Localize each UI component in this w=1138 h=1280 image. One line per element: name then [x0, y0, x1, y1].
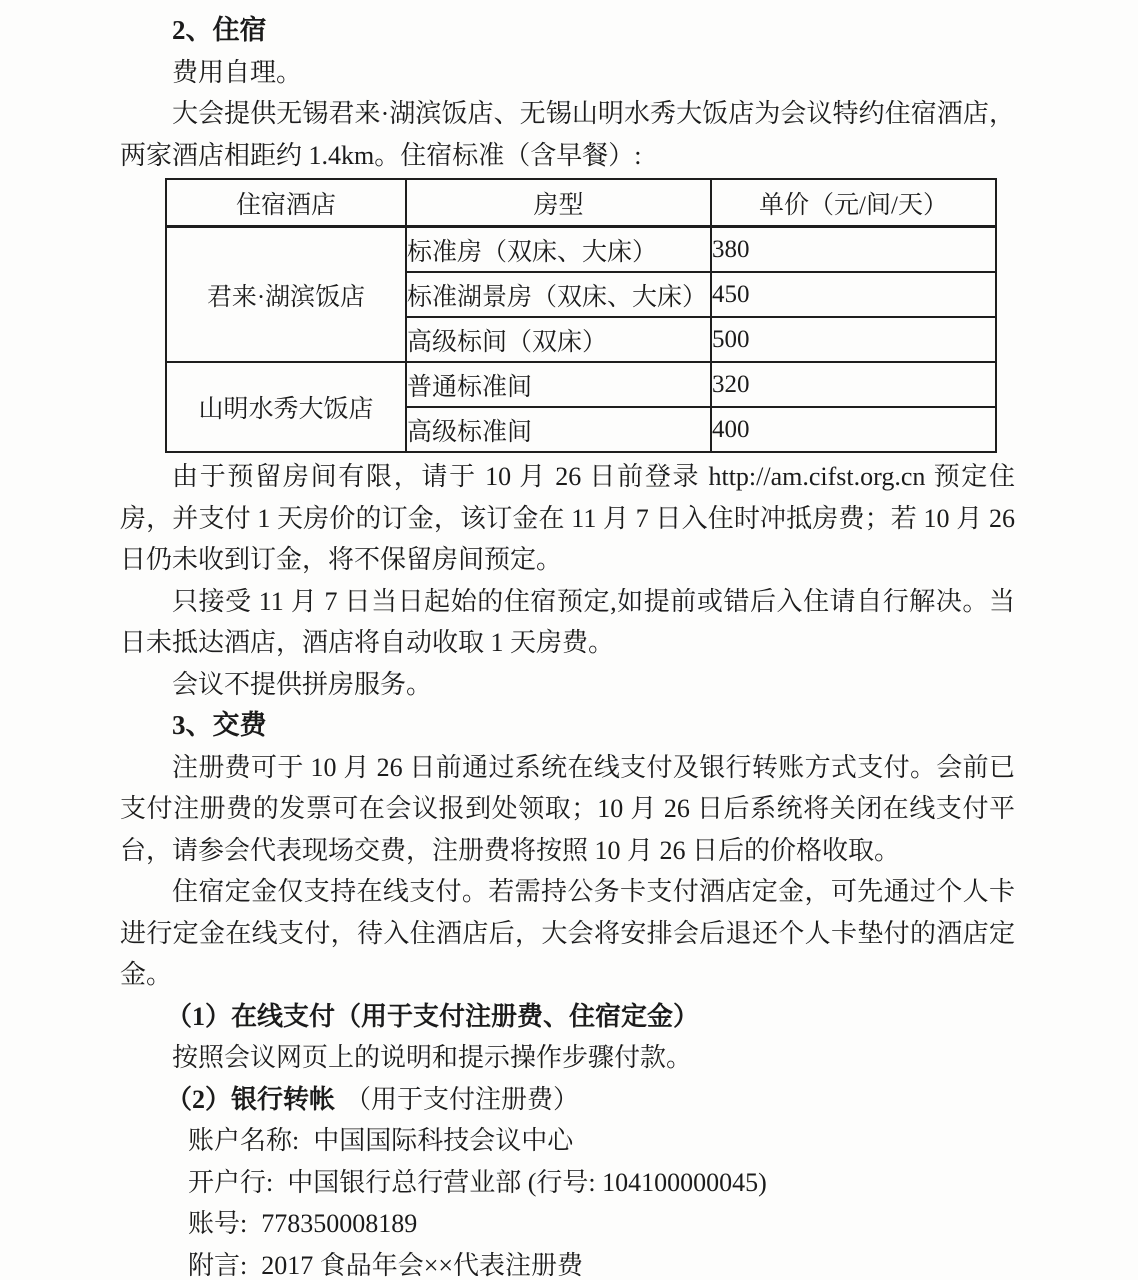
subheading-bank-transfer-title: （2）银行转帐 [166, 1084, 336, 1114]
account-name-label: 账户名称: [188, 1126, 300, 1155]
room-price-cell: 400 [711, 407, 996, 452]
section-heading-accommodation: 2、住宿 [172, 15, 267, 45]
hotel-name-shanming: 山明水秀大饭店 [166, 362, 406, 452]
para-hotels-intro: 大会提供无锡君来·湖滨饭店、无锡山明水秀大饭店为会议特约住宿酒店，两家酒店相距约 1.4km。住宿标准（含早餐）: [120, 99, 1015, 170]
para-self-pay: 费用自理。 [172, 57, 303, 87]
subheading-bank-transfer-note: （用于支付注册费） [345, 1084, 580, 1114]
room-type-cell: 普通标准间 [406, 362, 711, 407]
table-header-row [166, 179, 996, 227]
hotel-name-junlai: 君来·湖滨饭店 [166, 227, 406, 363]
subheading-online-payment: （1）在线支付（用于支付注册费、住宿定金） [166, 1001, 700, 1031]
hotel-price-table [165, 178, 997, 453]
room-price-cell: 380 [711, 227, 996, 273]
account-name-value: 中国国际科技会议中心 [313, 1126, 574, 1155]
account-number-value: 778350008189 [261, 1209, 418, 1238]
bank-branch-label: 开户行: [188, 1167, 274, 1197]
table-header-price: 单价（元/间/天） [711, 179, 996, 227]
bank-branch-line [120, 1162, 1015, 1204]
para-registration-fee: 注册费可于 10 月 26 日前通过系统在线支付及银行转账方式支付。会前已支付注册费的发票可在会议报到处领取；10 月 26 日后系统将关闭在线支付平台，请参会代表现场交费，注册费将按照 10 月 26 日后的价格收取。 [120, 752, 1015, 865]
bank-account-number-line [120, 1203, 1015, 1245]
bank-branch-value: 中国银行总行营业部 (行号: 104100000045) [287, 1167, 767, 1197]
bank-memo-line [120, 1245, 1015, 1280]
subheading-bank-transfer [120, 1079, 1015, 1121]
memo-label: 附言: [188, 1250, 248, 1280]
para-no-room-sharing: 会议不提供拼房服务。 [172, 669, 433, 699]
table-header-hotel: 住宿酒店 [166, 179, 406, 227]
para-hotel-deposit: 住宿定金仅支持在线支付。若需持公务卡支付酒店定金，可先通过个人卡进行定金在线支付，待入住酒店后，大会将安排会后退还个人卡垫付的酒店定金。 [120, 877, 1015, 989]
para-online-payment-instructions: 按照会议网页上的说明和提示操作步骤付款。 [172, 1043, 693, 1072]
room-type-cell: 高级标间（双床） [406, 317, 711, 362]
para-booking-deadline: 由于预留房间有限，请于 10 月 26 日前登录 http://am.cifst.org.cn 预定住房，并支付 1 天房价的订金，该订金在 11 月 7 日入住时冲抵房费；若 10 月 26 日仍未收到订金，将不保留房间预定。 [120, 462, 1015, 574]
room-price-cell: 320 [711, 362, 996, 407]
table-header-room-type: 房型 [406, 179, 711, 227]
room-price-cell: 500 [711, 317, 996, 362]
section-heading-payment: 3、交费 [172, 710, 267, 740]
room-price-cell: 450 [711, 272, 996, 317]
para-checkin-policy: 只接受 11 月 7 日当日起始的住宿预定,如提前或错后入住请自行解决。当日未抵达酒店，酒店将自动收取 1 天房费。 [120, 586, 1015, 657]
memo-value: 2017 食品年会××代表注册费 [261, 1250, 584, 1280]
room-type-cell: 标准房（双床、大床） [406, 227, 711, 273]
table-row [166, 227, 996, 273]
room-type-cell: 高级标准间 [406, 407, 711, 452]
room-type-cell: 标准湖景房（双床、大床） [406, 272, 711, 317]
table-row [166, 362, 996, 407]
bank-account-name-line [120, 1120, 1015, 1162]
account-number-label: 账号: [188, 1209, 248, 1238]
